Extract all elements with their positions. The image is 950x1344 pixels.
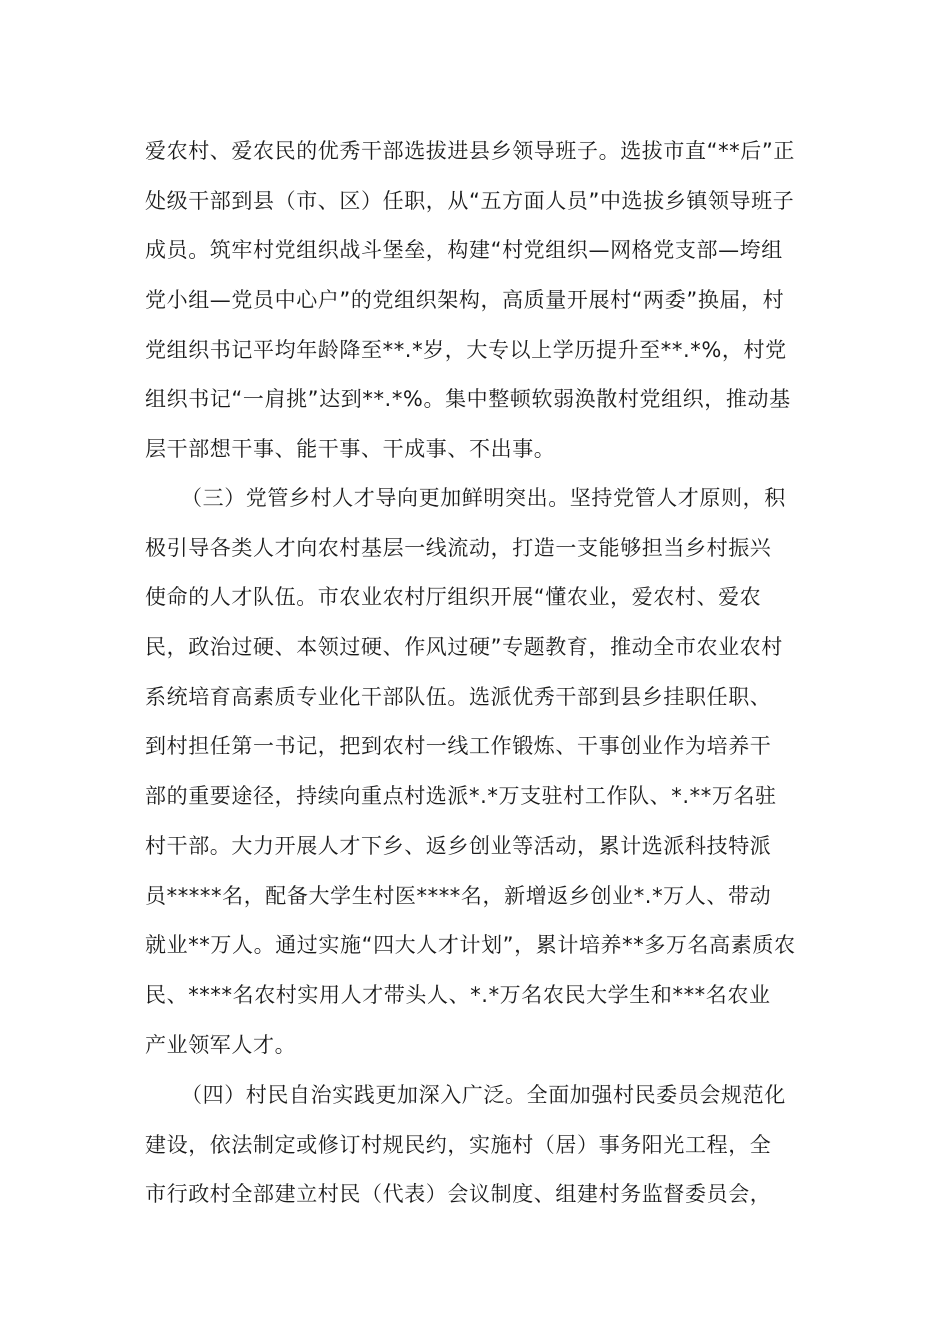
paragraph-3: [145, 1071, 807, 1220]
text-line: 建设，依法制定或修订村规民约，实施村（居）事务阳光工程，全: [145, 1132, 772, 1157]
text-line: 就业**万人。通过实施“四大人才计划”，累计培养**多万名高素质农: [145, 933, 796, 958]
text-line: 员*****名，配备大学生村医****名，新增返乡创业*.*万人、带动: [145, 883, 772, 908]
text-line: 组织书记“一肩挑”达到**.*%。集中整顿软弱涣散村党组织，推动基: [145, 387, 791, 412]
text-line: 市行政村全部建立村民（代表）会议制度、组建村务监督委员会，: [145, 1182, 772, 1207]
text-line: （四）村民自治实践更加深入广泛。全面加强村民委员会规范化: [181, 1083, 786, 1107]
text-line: 产业领军人才。: [145, 1032, 297, 1057]
text-line: 村干部。大力开展人才下乡、返乡创业等活动，累计选派科技特派: [145, 833, 772, 858]
text-line: 党组织书记平均年龄降至**.*岁，大专以上学历提升至**.*%，村党: [145, 337, 787, 362]
text-line: 系统培育高素质专业化干部队伍。选派优秀干部到县乡挂职任职、: [145, 684, 772, 709]
text-line: 极引导各类人才向农村基层一线流动，打造一支能够担当乡村振兴: [145, 535, 772, 560]
text-line: 到村担任第一书记，把到农村一线工作锻炼、干事创业作为培养干: [145, 734, 772, 759]
text-line: 使命的人才队伍。市农业农村厅组织开展“懂农业，爱农村、爱农: [145, 585, 762, 610]
text-line: 民、****名农村实用人才带头人、*.*万名农民大学生和***名农业: [145, 982, 771, 1007]
text-line: 部的重要途径，持续向重点村选派*.*万支驻村工作队、*.**万名驻: [145, 784, 777, 809]
text-line: 党小组—党员中心户”的党组织架构，高质量开展村“两委”换届，村: [145, 288, 785, 313]
text-line: 爱农村、爱农民的优秀干部选拔进县乡领导班子。选拔市直“**后”正: [145, 139, 795, 163]
text-line: 处级干部到县（市、区）任职，从“五方面人员”中选拔乡镇领导班子: [145, 188, 795, 213]
paragraph-1: [145, 127, 807, 475]
text-line: 民，政治过硬、本领过硬、作风过硬”专题教育，推动全市农业农村: [145, 635, 783, 660]
text-line: 层干部想干事、能干事、干成事、不出事。: [145, 437, 556, 462]
text-line: （三）党管乡村人才导向更加鲜明突出。坚持党管人才原则，积: [181, 486, 786, 510]
paragraph-2: [145, 474, 807, 1070]
text-line: 成员。筑牢村党组织战斗堡垒，构建“村党组织—网格党支部—垮组: [145, 238, 783, 263]
